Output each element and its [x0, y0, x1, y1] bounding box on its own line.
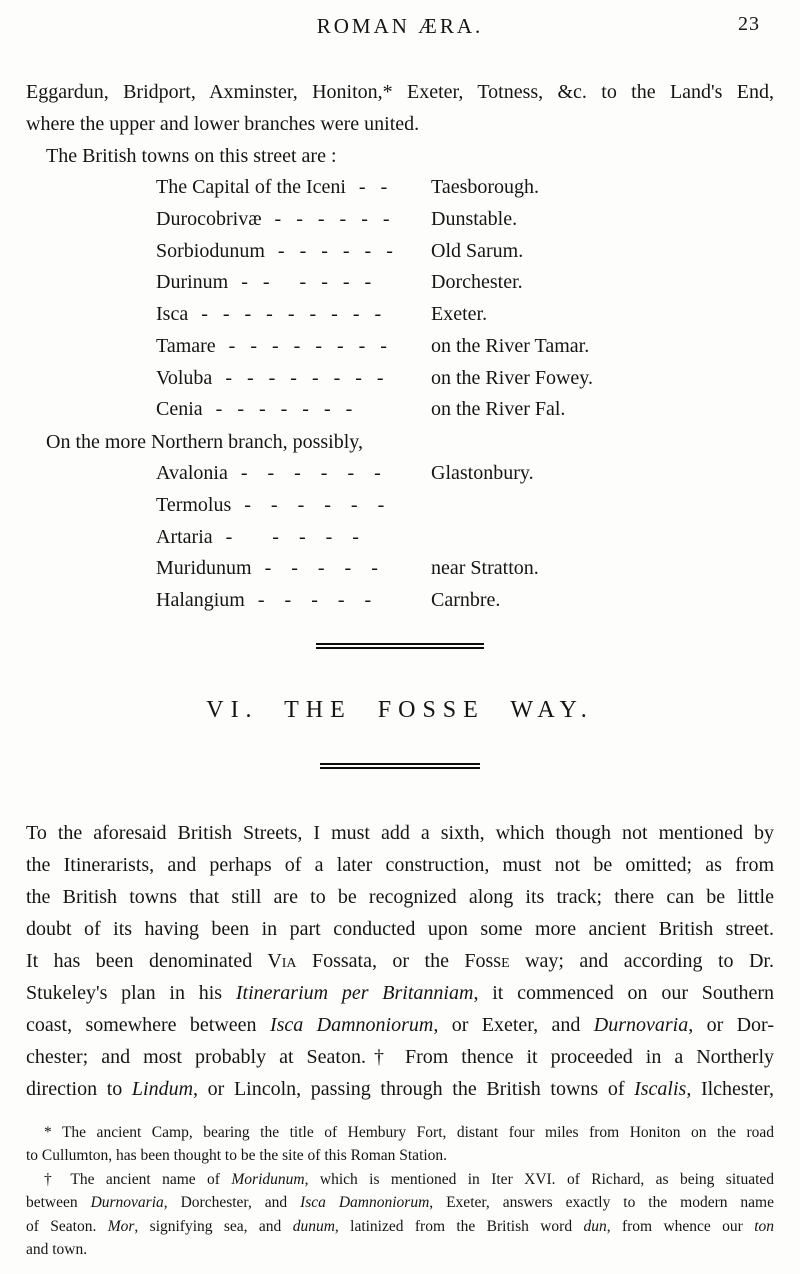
town-row [26, 204, 774, 236]
town-row [26, 299, 774, 331]
town-row [26, 490, 774, 522]
leader-dashes: - - - - - - [277, 239, 393, 262]
town-row [26, 363, 774, 395]
leader-dashes: - - - - - - - - - [201, 303, 382, 325]
town-name: The Capital of the Iceni [156, 176, 346, 198]
northern-list-intro: On the more Northern branch, possibly, [46, 431, 363, 453]
fosse-paragraph [26, 817, 774, 1105]
footnote-line: of Seaton. Mor, signifying sea, and dunum, latinized from the British word dun, from whence our ton [26, 1217, 774, 1235]
leader-dashes: - - - - - - - - [228, 334, 387, 357]
footnote-dagger [26, 1168, 774, 1262]
place-name: on the River Fowey. [431, 366, 594, 389]
place-name: Dorchester. [431, 271, 523, 294]
footnote-line: between Durnovaria, Dorchester, and Isca Damnoniorum, Exeter, answers exactly to the modern name [26, 1194, 774, 1212]
town-row [26, 267, 774, 299]
footnotes [26, 1121, 774, 1262]
town-name: Artaria [156, 525, 213, 548]
text-line: direction to Lindum, or Lincoln, passing through the British towns of Iscalis, Ilchester, [26, 1077, 775, 1100]
leader-dashes: - - - - - [257, 589, 372, 611]
footnote-asterisk [26, 1121, 774, 1168]
text-line: the Itinerarists, and perhaps of a later construction, must not be omitted; as from [26, 853, 774, 876]
town-row [26, 553, 774, 585]
text-line: It has been denominated Via Fossata, or the Fosse way; and according to Dr. [26, 949, 774, 972]
town-row [26, 331, 774, 363]
northern-town-list [26, 458, 774, 617]
town-name: Voluba [156, 366, 213, 389]
place-name: Exeter. [431, 303, 488, 325]
place-name: Old Sarum. [431, 239, 524, 262]
footnote-line: and town. [26, 1241, 88, 1259]
leader-dashes: - - - - - - - - [225, 366, 384, 389]
place-name: Taesborough. [431, 176, 540, 198]
leader-dashes: - - - - - - [241, 271, 372, 294]
text-line: the British towns that still are to be recognized along its track; there can be little [26, 885, 774, 908]
leader-dashes: - - - - - [225, 525, 359, 548]
town-name: Muridunum [156, 557, 252, 580]
town-row [26, 236, 774, 268]
town-name: Sorbiodunum [156, 239, 265, 262]
leader-dashes: - - - - - - [244, 493, 385, 516]
leader-dashes: - - - - - [264, 557, 378, 580]
section-divider-bottom [320, 763, 480, 769]
town-name: Termolus [156, 493, 232, 516]
text-line: where the upper and lower branches were united. [26, 113, 420, 135]
leader-dashes: - - [358, 176, 388, 198]
footnote-line: to Cullumton, has been thought to be the site of this Roman Station. [26, 1147, 448, 1165]
text-line: To the aforesaid British Streets, I must add a sixth, which though not mentioned by [26, 821, 774, 844]
intro-paragraph [26, 76, 774, 140]
place-name: Glastonbury. [431, 462, 534, 484]
town-name: Isca [156, 303, 189, 325]
town-row [26, 458, 774, 490]
page-title: ROMAN ÆRA. [316, 14, 484, 38]
place-name: on the River Fal. [431, 398, 566, 421]
text-line: Eggardun, Bridport, Axminster, Honiton,* Exeter, Totness, &c. to the Land's End, [26, 81, 774, 103]
place-name: Carnbre. [431, 589, 501, 611]
town-row [26, 394, 774, 426]
footnote-line: * The ancient Camp, bearing the title of Hembury Fort, distant four miles from Honiton on the road [44, 1123, 774, 1141]
street-town-list [26, 172, 774, 426]
leader-dashes: - - - - - - [240, 462, 381, 484]
running-head [0, 0, 800, 42]
page-content [0, 76, 800, 1262]
place-name: near Stratton. [431, 557, 539, 580]
town-name: Avalonia [156, 462, 228, 484]
place-name: on the River Tamar. [431, 334, 590, 357]
page-number: 23 [738, 13, 760, 35]
town-name: Durocobrivæ [156, 207, 262, 230]
town-row [26, 172, 774, 204]
footnote-line: † The ancient name of Moridunum, which is mentioned in Iter XVI. of Richard, as being situated [44, 1170, 775, 1188]
town-name: Halangium [156, 589, 245, 611]
street-list-intro: The British towns on this street are : [46, 145, 337, 167]
leader-dashes: - - - - - - - [215, 398, 353, 421]
text-line: Stukeley's plan in his Itinerarium per Britanniam, it commenced on our Southern [26, 981, 774, 1004]
town-name: Tamare [156, 334, 216, 357]
place-name: Dunstable. [431, 207, 518, 230]
section-divider-top [316, 643, 484, 649]
town-row [26, 522, 774, 554]
text-line: chester; and most probably at Seaton.† From thence it proceeded in a Northerly [26, 1045, 774, 1068]
town-row [26, 585, 774, 617]
section-heading: VI. THE FOSSE WAY. [206, 696, 594, 723]
text-line: coast, somewhere between Isca Damnoniorum, or Exeter, and Durnovaria, or Dor- [26, 1013, 774, 1036]
town-name: Durinum [156, 271, 229, 294]
leader-dashes: - - - - - - [274, 207, 390, 230]
text-line: doubt of its having been in part conducted upon some more ancient British street. [26, 917, 774, 940]
town-name: Cenia [156, 398, 203, 421]
